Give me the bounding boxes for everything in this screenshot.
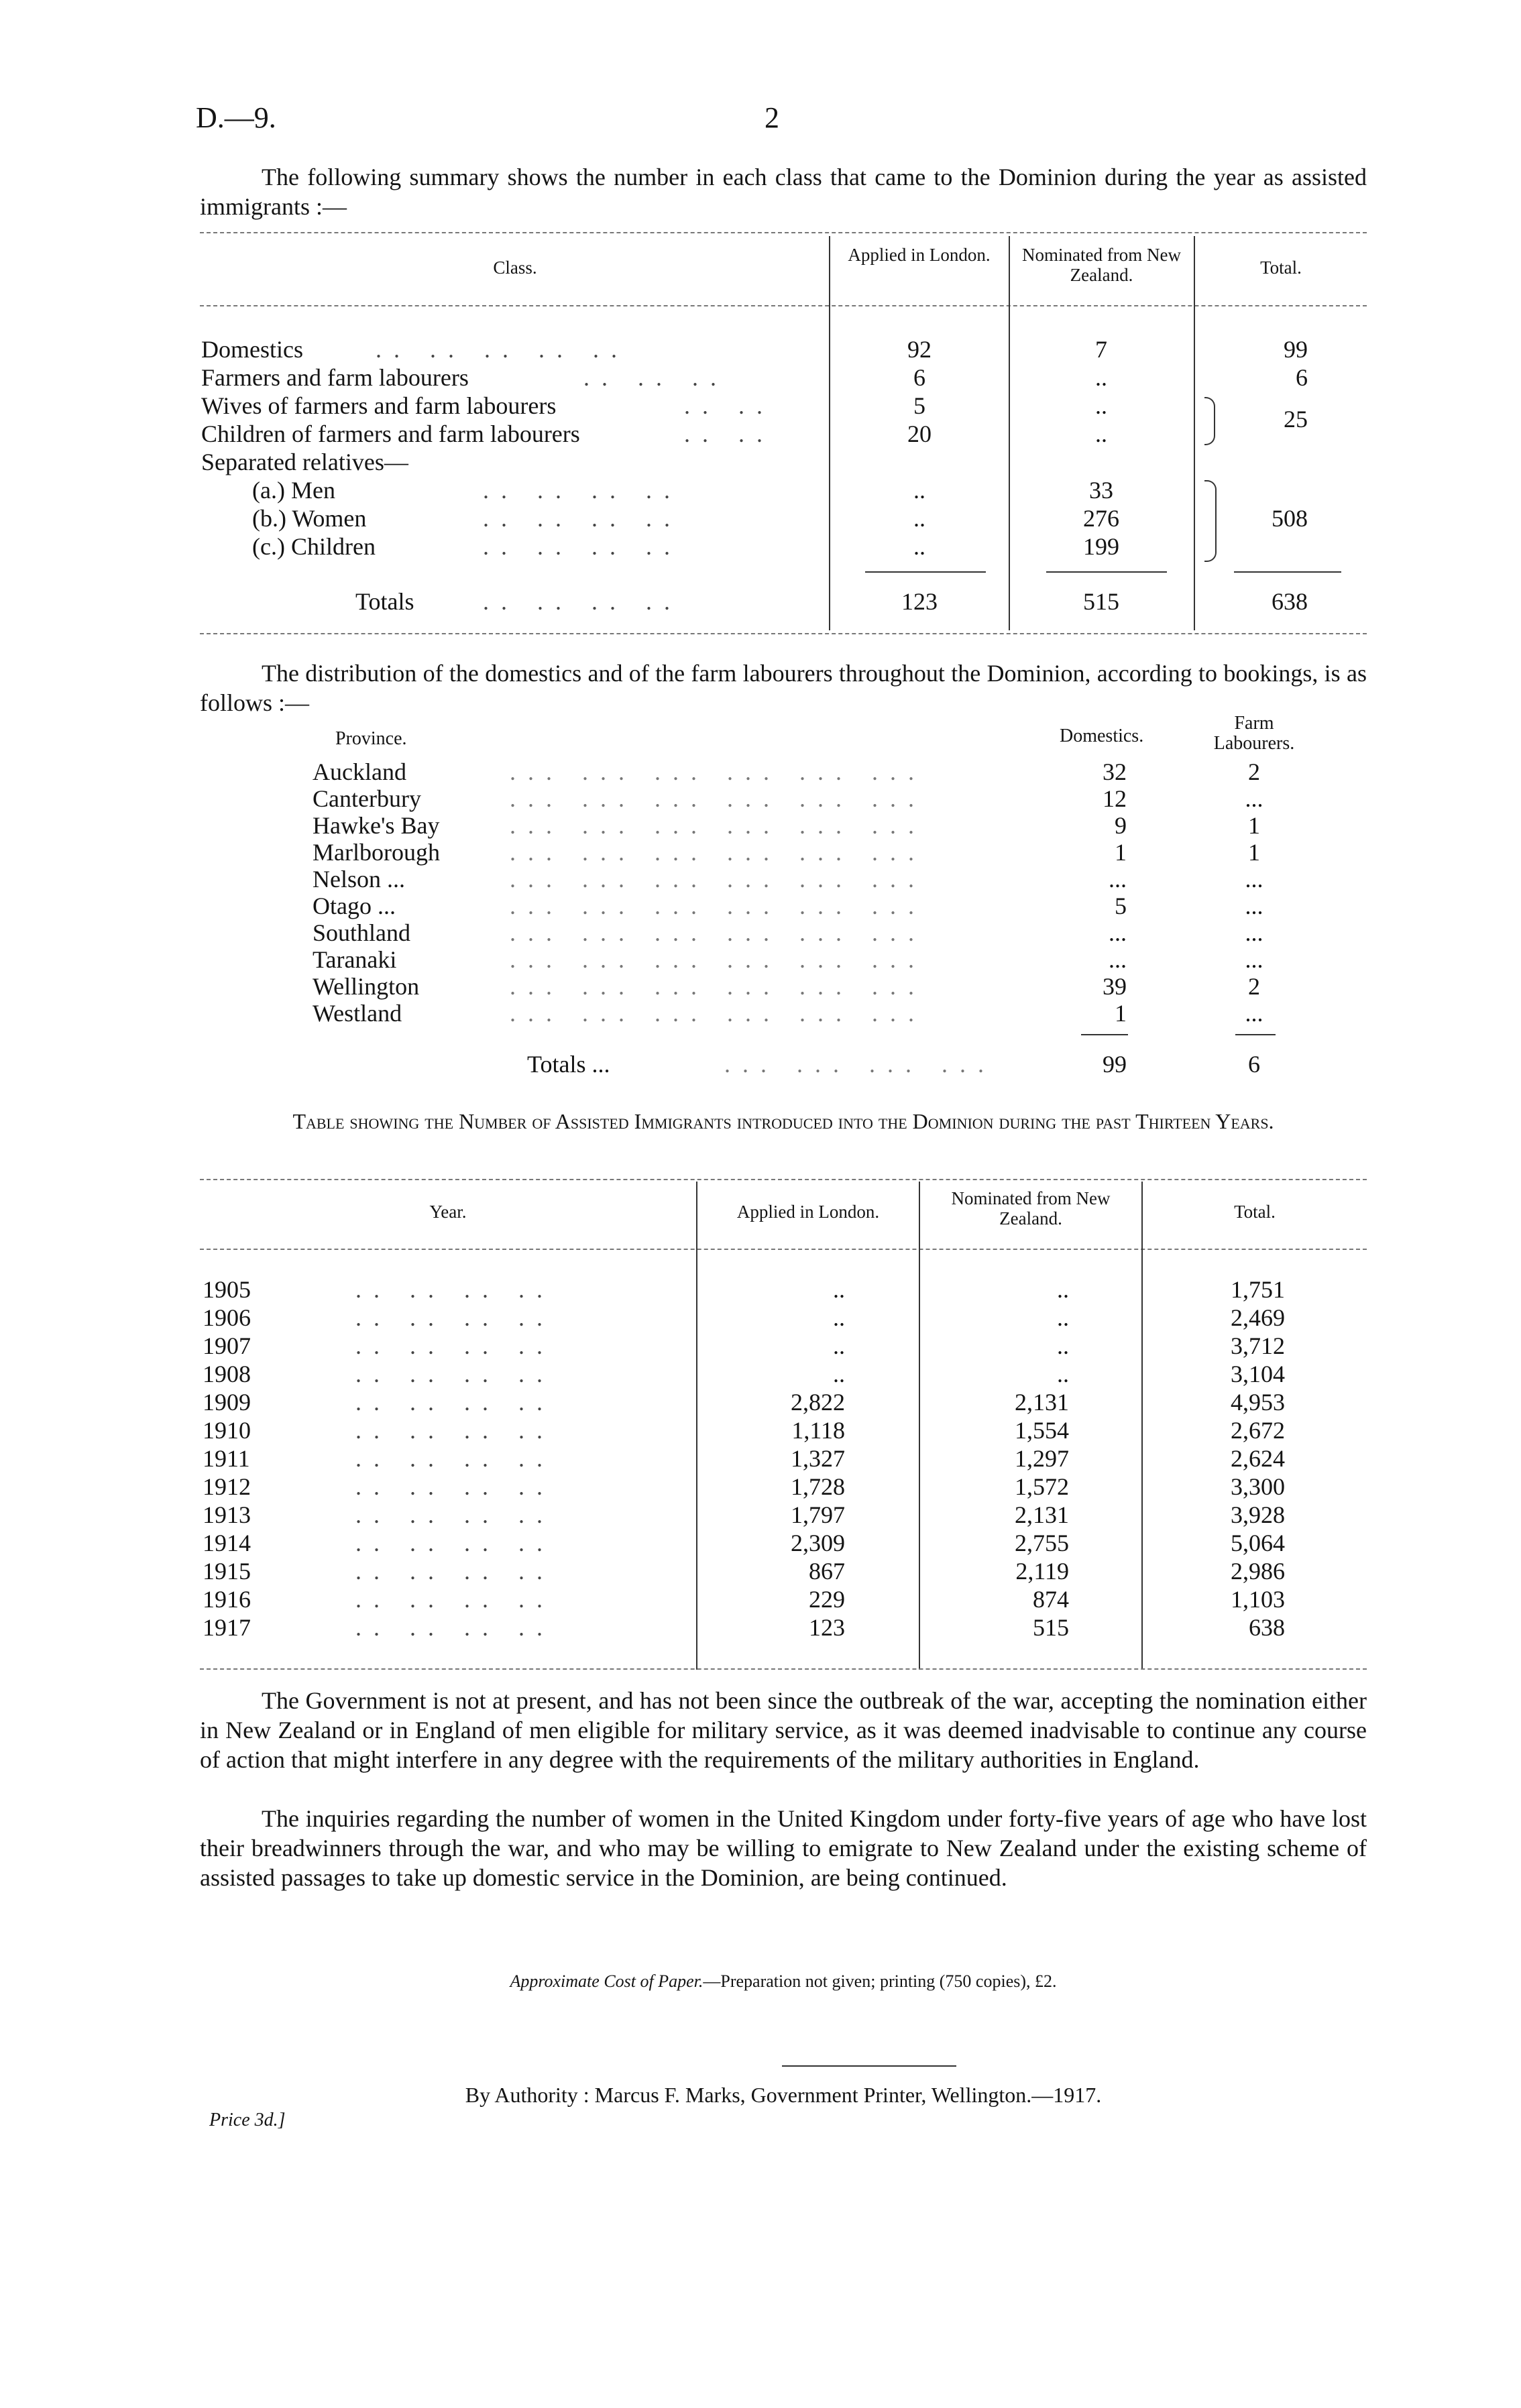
year-london: 1,728 [791, 1473, 845, 1500]
year-cell: 1911 [203, 1445, 250, 1472]
summary-group-total: 508 [1272, 505, 1308, 532]
year-nz: 2,755 [1015, 1530, 1069, 1556]
province-farm: 2 [1248, 973, 1260, 1000]
distribution-header-farm: Farm Labourers. [1213, 713, 1295, 754]
year-nz: .. [1057, 1276, 1069, 1303]
year-nz: 874 [1033, 1586, 1069, 1613]
province-name: Canterbury [313, 785, 421, 812]
summary-row-label: Separated relatives— [201, 449, 408, 475]
province-farm: ... [1245, 946, 1263, 973]
summary-header-class: Class. [493, 257, 537, 278]
distribution-paragraph: The distribution of the domestics and of the farm labourers throughout the Dominion, according to bookings, is as follows :— [200, 660, 1367, 716]
summary-row-london: 5 [913, 392, 925, 419]
year-nz: 1,554 [1015, 1417, 1069, 1444]
summary-row-nz: 33 [1089, 477, 1113, 504]
year-total: 2,469 [1231, 1304, 1285, 1331]
cost-note [200, 1971, 1367, 1992]
years-header-year: Year. [429, 1202, 467, 1222]
province-domestics: 5 [1115, 893, 1127, 919]
year-cell: 1915 [203, 1558, 251, 1585]
price: Price 3d.] [209, 2110, 286, 2130]
year-cell: 1909 [203, 1389, 251, 1416]
summary-row-nz: 199 [1083, 533, 1119, 560]
province-farm: 1 [1248, 839, 1260, 866]
province-domestics: 12 [1103, 785, 1127, 812]
year-cell: 1916 [203, 1586, 251, 1613]
inquiries-paragraph: The inquiries regarding the number of women in the United Kingdom under forty-five years of age who have lost their breadwinners through the war, and who may be willing to emigrate to New Zealand under the existing scheme of assisted passages to take up domestic service in the Dominion, are being continued. [200, 1805, 1367, 1891]
summary-row-label: Children of farmers and farm labourers [201, 420, 580, 447]
summary-row-nz: .. [1095, 392, 1107, 419]
page-number: 2 [765, 101, 779, 134]
years-header-london: Applied in London. [736, 1202, 880, 1222]
summary-totals-total: 638 [1272, 588, 1308, 615]
distribution-header-province: Province. [335, 728, 407, 749]
province-name: Wellington [313, 973, 420, 1000]
distribution-totals-label: Totals ... [527, 1051, 610, 1078]
province-farm: 2 [1248, 758, 1260, 785]
years-header-nz: Nominated from New Zealand. [951, 1188, 1111, 1228]
summary-row-label: (b.) Women [252, 505, 367, 532]
government-paragraph: The Government is not at present, and has not been since the outbreak of the war, accepting the nomination either in New Zealand or in England of men eligible for military service, as it was deemed inadvisable to continue any course of action that might interfere in any degree with the requirements of the military authorities in England. [200, 1687, 1367, 1773]
year-total: 2,986 [1231, 1558, 1285, 1585]
year-total: 4,953 [1231, 1389, 1285, 1416]
year-total: 638 [1249, 1614, 1285, 1641]
year-london: 1,327 [791, 1445, 845, 1472]
summary-row-nz: 276 [1083, 505, 1119, 532]
year-london: 867 [809, 1558, 845, 1585]
year-nz: 1,297 [1015, 1445, 1069, 1472]
years-header-total: Total. [1234, 1202, 1276, 1222]
province-name: Southland [313, 919, 411, 946]
year-nz: 515 [1033, 1614, 1069, 1641]
year-cell: 1912 [203, 1473, 251, 1500]
province-name: Nelson ... [313, 866, 405, 893]
summary-row-london: 92 [907, 336, 932, 363]
year-nz: 1,572 [1015, 1473, 1069, 1500]
year-cell: 1914 [203, 1530, 251, 1556]
distribution-header-domestics: Domestics. [1060, 726, 1144, 746]
year-cell: 1913 [203, 1501, 251, 1528]
year-london: .. [833, 1332, 845, 1359]
province-farm: ... [1245, 919, 1263, 946]
province-domestics: 1 [1115, 839, 1127, 866]
year-london: 123 [809, 1614, 845, 1641]
province-farm: ... [1245, 785, 1263, 812]
summary-row-total: 99 [1284, 336, 1308, 363]
year-london: 1,797 [791, 1501, 845, 1528]
printer-imprint: By Authority : Marcus F. Marks, Government Printer, Wellington.—1917. [465, 2083, 1102, 2107]
year-total: 3,300 [1231, 1473, 1285, 1500]
summary-row-nz: .. [1095, 364, 1107, 391]
summary-totals-label: Totals [355, 588, 414, 615]
year-london: .. [833, 1361, 845, 1387]
intro-paragraph: The following summary shows the number in each class that came to the Dominion during the year as assisted immigrants :— [200, 164, 1367, 220]
year-nz: 2,131 [1015, 1389, 1069, 1416]
year-cell: 1917 [203, 1614, 251, 1641]
summary-header-total: Total. [1260, 257, 1302, 278]
summary-group-total: 25 [1284, 406, 1308, 433]
year-total: 1,103 [1231, 1586, 1285, 1613]
summary-totals-london: 123 [901, 588, 938, 615]
summary-row-nz: 7 [1095, 336, 1107, 363]
summary-header-nz: Nominated from New Zealand. [1022, 245, 1181, 285]
cost-note-label: Approximate Cost of Paper. [510, 1971, 703, 1991]
year-london: 229 [809, 1586, 845, 1613]
province-name: Westland [313, 1000, 402, 1027]
province-name: Otago ... [313, 893, 396, 919]
summary-row-london: .. [913, 533, 925, 560]
year-cell: 1908 [203, 1361, 251, 1387]
year-london: 2,309 [791, 1530, 845, 1556]
year-total: 2,672 [1231, 1417, 1285, 1444]
summary-row-total: 6 [1296, 364, 1308, 391]
province-domestics: 9 [1115, 812, 1127, 839]
province-farm: ... [1245, 893, 1263, 919]
year-total: 5,064 [1231, 1530, 1285, 1556]
summary-row-label: (a.) Men [252, 477, 335, 504]
summary-row-london: 6 [913, 364, 925, 391]
year-london: .. [833, 1276, 845, 1303]
year-total: 3,104 [1231, 1361, 1285, 1387]
year-cell: 1910 [203, 1417, 251, 1444]
province-domestics: 39 [1103, 973, 1127, 1000]
year-cell: 1906 [203, 1304, 251, 1331]
province-farm: 1 [1248, 812, 1260, 839]
province-farm: ... [1245, 866, 1263, 893]
year-nz: 2,131 [1015, 1501, 1069, 1528]
year-london: 1,118 [791, 1417, 845, 1444]
year-nz: .. [1057, 1304, 1069, 1331]
province-domestics: 32 [1103, 758, 1127, 785]
summary-row-label: Domestics [201, 336, 303, 363]
summary-row-label: Farmers and farm labourers [201, 364, 469, 391]
summary-totals-nz: 515 [1083, 588, 1119, 615]
province-domestics: ... [1109, 919, 1127, 946]
year-london: .. [833, 1304, 845, 1331]
year-nz: .. [1057, 1361, 1069, 1387]
province-name: Marlborough [313, 839, 440, 866]
year-total: 3,712 [1231, 1332, 1285, 1359]
document-code: D.—9. [196, 101, 276, 134]
cost-note-text: —Preparation not given; printing (750 copies), £2. [703, 1971, 1057, 1991]
year-total: 2,624 [1231, 1445, 1285, 1472]
summary-row-london: .. [913, 477, 925, 504]
province-domestics: ... [1109, 946, 1127, 973]
year-total: 1,751 [1231, 1276, 1285, 1303]
province-domestics: ... [1109, 866, 1127, 893]
year-cell: 1905 [203, 1276, 251, 1303]
year-total: 3,928 [1231, 1501, 1285, 1528]
province-name: Hawke's Bay [313, 812, 440, 839]
distribution-totals-domestics: 99 [1103, 1051, 1127, 1078]
summary-header-london: Applied in London. [848, 245, 991, 265]
summary-row-nz: .. [1095, 420, 1107, 447]
year-cell: 1907 [203, 1332, 251, 1359]
year-nz: .. [1057, 1332, 1069, 1359]
province-farm: ... [1245, 1000, 1263, 1027]
summary-row-label: Wives of farmers and farm labourers [201, 392, 557, 419]
province-name: Auckland [313, 758, 406, 785]
summary-row-london: 20 [907, 420, 932, 447]
years-table-title: Table showing the Number of Assisted Immigrants introduced into the Dominion during the past Thirteen Years. [292, 1109, 1274, 1133]
year-london: 2,822 [791, 1389, 845, 1416]
summary-row-london: .. [913, 505, 925, 532]
year-nz: 2,119 [1015, 1558, 1069, 1585]
province-name: Taranaki [313, 946, 397, 973]
province-domestics: 1 [1115, 1000, 1127, 1027]
distribution-totals-farm: 6 [1248, 1051, 1260, 1078]
summary-row-label: (c.) Children [252, 533, 376, 560]
